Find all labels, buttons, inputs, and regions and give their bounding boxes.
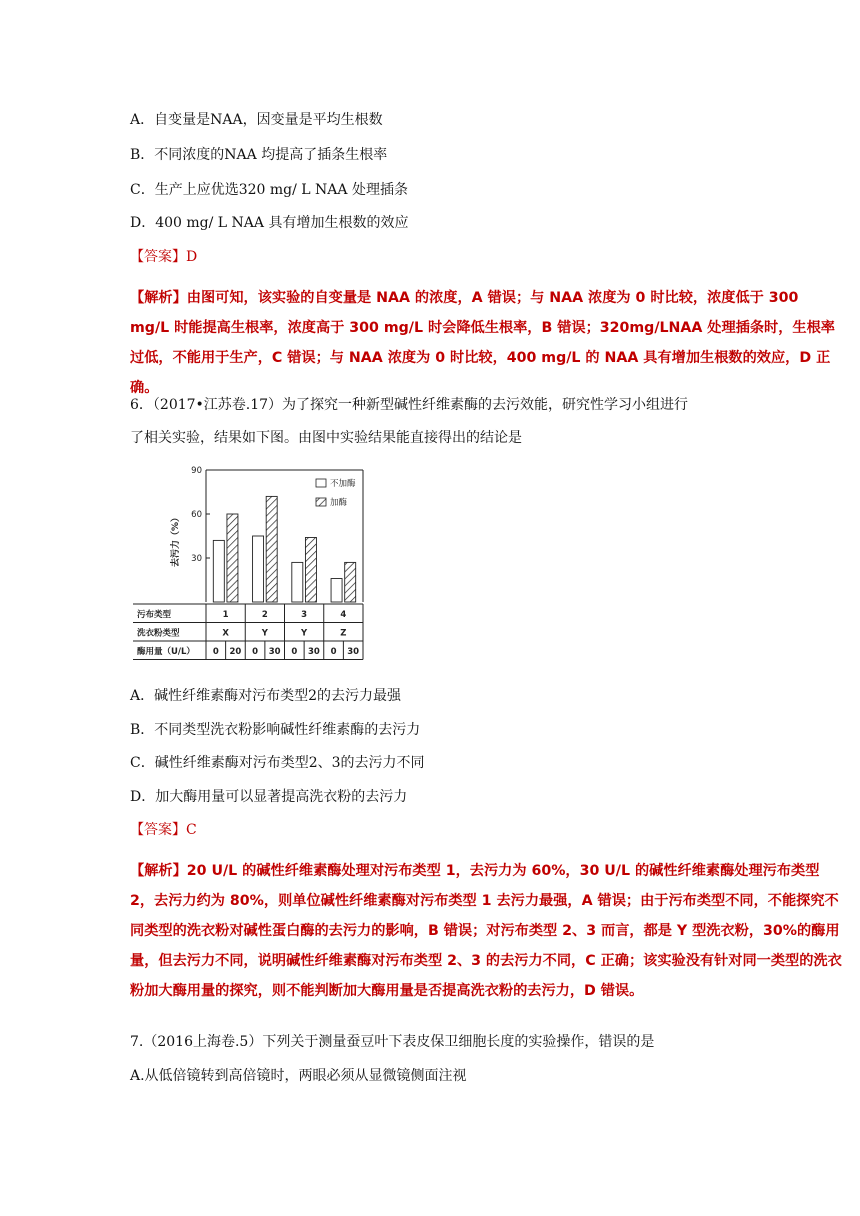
powder-type-cell: Y [261,628,268,639]
bar-no-enzyme [253,536,264,602]
legend-swatch [316,498,326,506]
q6-option-a: A．碱性纤维素酶对污布类型2的去污力最强 [130,688,402,704]
table-row-label: 酶用量（U/L） [137,647,195,657]
q6-option-d: D．加大酶用量可以显著提高洗衣粉的去污力 [130,789,408,805]
bar-enzyme [305,537,316,602]
bar-no-enzyme [331,579,342,602]
y-axis-label: 去污力（%） [171,512,181,568]
answer-label: 【答案】 [130,249,186,265]
bar-enzyme [345,562,356,602]
q5-analysis [130,283,842,403]
analysis-label: 【解析】 [130,863,187,879]
q5-option-a: A．自变量是NAA，因变量是平均生根数 [130,112,383,128]
dose-cell: 30 [347,647,360,657]
table-row-label: 洗衣粉类型 [137,628,180,639]
dose-cell: 30 [308,647,320,657]
analysis-text: 20 U/L 的碱性纤维素酶处理对污布类型 1，去污力为 60%，30 U/L 的碱性纤维素酶处理污布类型 2，去污力约为 80%，则单位碱性纤维素酶对污布类型 1 去污力最强，A 错误；由于污布类型不同，不能探究不同类型的洗衣粉对碱性蛋白酶的去污力的影响，B 错误；对污布类型 2、3 而言，都是 Y 型洗衣粉，30%的酶用量，但去污力不同，说明碱性纤维素酶对污布类型 2、3 的去污力不同，C 正确；该实验没有针对同一类型的洗衣粉加大酶用量的探究，则不能判断加大酶用量是否提高洗衣粉的去污力，D 错误。 [130,863,842,999]
bar-no-enzyme [213,540,224,602]
q5-answer [130,247,197,267]
q6-stem-line2: 了相关实验，结果如下图。由图中实验结果能直接得出的结论是 [130,430,522,446]
q6-stem-line1: 6．（2017•江苏卷.17）为了探究一种新型碱性纤维素酶的去污效能，研究性学习小组进行 [130,397,689,413]
dose-cell: 0 [291,647,298,657]
dose-cell: 20 [229,647,242,657]
q5-option-b: B．不同浓度的NAA 均提高了插条生根率 [130,147,388,163]
y-tick-label: 30 [191,554,202,564]
dose-cell: 0 [252,647,259,657]
bar-enzyme [266,496,277,602]
answer-value: C [186,822,197,838]
cloth-type-cell: 2 [261,610,268,620]
dose-cell: 30 [268,647,281,657]
q6-option-b: B．不同类型洗衣粉影响碱性纤维素酶的去污力 [130,722,421,738]
analysis-text: 由图可知，该实验的自变量是 NAA 的浓度，A 错误；与 NAA 浓度为 0 时比较，浓度低于 300 mg/L 时能提高生根率，浓度高于 300 mg/L 时会降低生根率，B 错误；320mg/LNAA 处理插条时，生根率过低，不能用于生产，C 错误；与 NAA 浓度为 0 时比较，400 mg/L 的 NAA 具有增加生根数的效应，D 正确。 [130,290,835,396]
legend-label: 加酶 [330,498,348,508]
answer-value: D [186,249,198,265]
y-tick-label: 60 [191,510,202,520]
bar-enzyme [227,514,238,602]
bar-no-enzyme [292,562,303,602]
q6-answer [130,820,197,840]
answer-label: 【答案】 [130,822,186,838]
cloth-type-cell: 3 [301,610,308,620]
powder-type-cell: Y [301,628,308,639]
q6-option-c: C．碱性纤维素酶对污布类型2、3的去污力不同 [130,755,425,771]
q7-option-a: A.从低倍镜转到高倍镜时，两眼必须从显微镜侧面注视 [130,1068,467,1084]
cloth-type-cell: 4 [340,610,347,620]
analysis-label: 【解析】 [130,290,187,306]
q7-stem: 7.（2016上海卷.5）下列关于测量蚕豆叶下表皮保卫细胞长度的实验操作，错误的是 [130,1034,655,1050]
q5-option-c: C．生产上应优选320 mg/ L NAA 处理插条 [130,182,408,198]
cloth-type-cell: 1 [222,610,229,620]
dose-cell: 0 [330,647,337,657]
powder-type-cell: Z [340,628,347,639]
powder-type-cell: X [222,628,229,639]
legend-label: 不加酶 [330,479,356,489]
dose-cell: 0 [212,647,219,657]
legend-swatch [316,479,326,487]
detergency-chart [133,465,369,665]
q6-analysis [130,856,842,1006]
chart-plot [169,466,363,602]
y-tick-label: 90 [191,466,202,476]
chart-table [133,604,363,660]
table-row-label: 污布类型 [137,610,172,620]
q5-option-d: D．400 mg/ L NAA 具有增加生根数的效应 [130,215,409,231]
